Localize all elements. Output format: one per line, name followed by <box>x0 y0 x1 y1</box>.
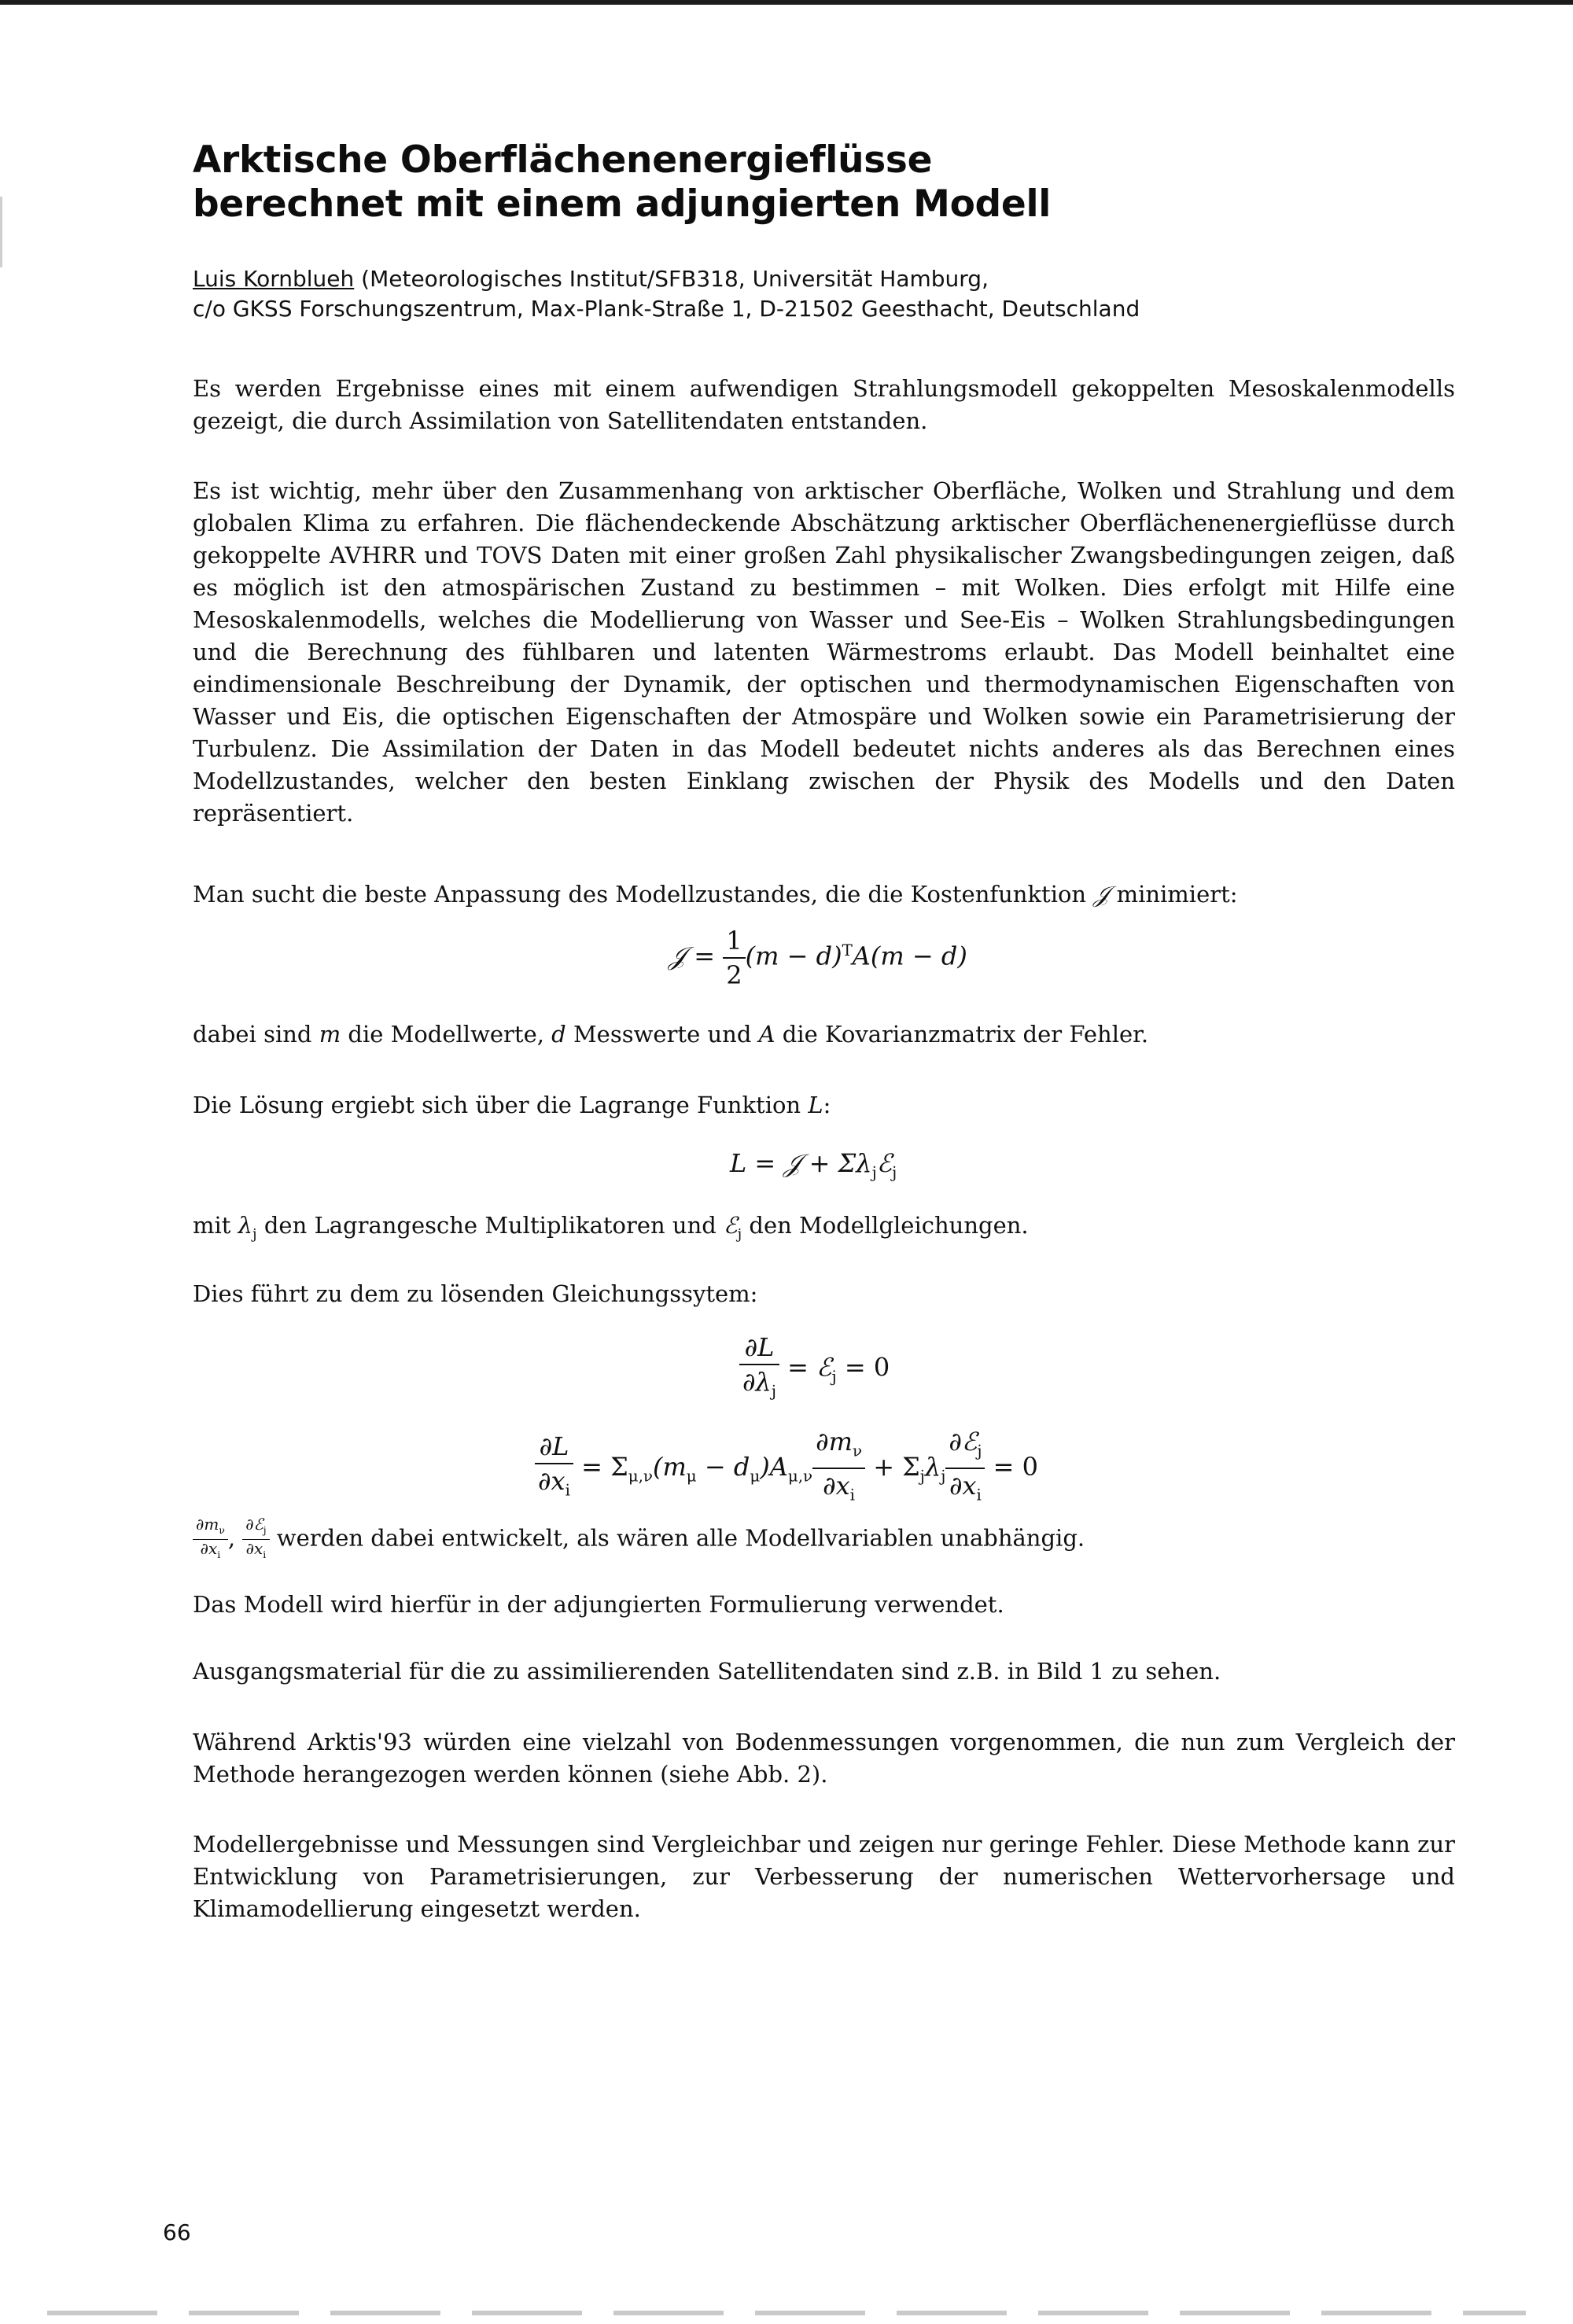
author-block <box>193 264 1140 324</box>
paragraph-source-material: Ausgangsmaterial für die zu assimilierenden Satellitendaten sind z.B. in Bild 1 zu sehen. <box>193 1658 1221 1685</box>
title-line-1: Arktische Oberflächenenergieflüsse <box>193 138 933 182</box>
fraction-dL-dlambda: $\frac{\partial L}{\partial\lambda_j}$ <box>739 1331 779 1408</box>
equation-constraint: $\frac{\partial L}{\partial\lambda_j}$ = ℰ$_j$ = 0 <box>739 1331 890 1408</box>
fraction-dL-dx: $\frac{\partial L}{\partial x_i}$ <box>535 1430 573 1507</box>
inline-fraction-dE-dx: $\frac{\partial ℰ_j}{\partial x_i}$ <box>242 1516 269 1563</box>
equation-lagrange: L = 𝒥 + $\Sigma\lambda_jℰ_j$ <box>730 1148 897 1182</box>
paragraph-cost-function: Man sucht die beste Anpassung des Modellzustandes, die die Kostenfunktion 𝒥 minimiert: <box>193 881 1238 908</box>
affiliation-line-2: c/o GKSS Forschungszentrum, Max-Plank-Straße 1, D-21502 Geesthacht, Deutschland <box>193 296 1140 322</box>
paragraph-intro: Es werden Ergebnisse eines mit einem aufwendigen Strahlungsmodell gekoppelten Mesoskalenmodells gezeigt, die durch Assimilation von Satellitendaten entstanden. <box>193 375 1455 434</box>
title-line-2: berechnet mit einem adjungierten Modell <box>193 182 1052 226</box>
fraction-dm-dx: $\frac{\partial m_\nu}{\partial x_i}$ <box>812 1425 865 1512</box>
equation-gradient: $\frac{\partial L}{\partial x_i}$ = $\Sigma_{\mu,\nu}(m_\mu - d_\mu)A_{\mu,\nu}$ $\frac{\partial m_\nu}{\partial x_i}$ + $\Sigma_j\lambda_j$ $\frac{\partial ℰ_j}{\partial x_i}$ = 0 <box>535 1425 1038 1512</box>
equation-cost-function: 𝒥 = $\frac{1}{2}$ $(m - d)^TA(m - d)$ <box>669 926 967 990</box>
affiliation-line-1: (Meteorologisches Institut/SFB318, Universität Hamburg, <box>354 266 989 292</box>
fraction-dE-dx: $\frac{\partial ℰ_j}{\partial x_i}$ <box>945 1425 985 1512</box>
scan-edge-bottom <box>47 2311 1526 2315</box>
paragraph-system: Dies führt zu dem zu lösenden Gleichungssytem: <box>193 1280 758 1307</box>
paragraph-lagrange: Die Lösung ergiebt sich über die Lagrange Funktion L: <box>193 1092 831 1118</box>
paragraph-adjoint: Das Modell wird hierfür in der adjungierten Formulierung verwendet. <box>193 1591 1004 1618</box>
paragraph-motivation: Es ist wichtig, mehr über den Zusammenhang von arktischer Oberfläche, Wolken und Strahlung und dem globalen Klima zu erfahren. Die flächendeckende Abschätzung arktischer Oberflächenenergieflüsse durch gekoppelte AVHRR und TOVS Daten mit einer großen Zahl physikalischer Zwangsbedingungen zeigen, daß es möglich ist den atmospärischen Zustand zu bestimmen – mit Wolken. Dies erfolgt mit Hilfe eine Mesoskalenmodells, welches die Modellierung von Wasser und See-Eis – Wolken Strahlungsbedingungen und die Berechnung des fühlbaren und latenten Wärmestroms erlaubt. Das Modell beinhaltet eine eindimensionale Beschreibung der Dynamik, der optischen und thermodynamischen Eigenschaften von Wasser und Eis, die optischen Eigenschaften der Atmospäre und Wolken sowie ein Parametrisierung der Turbulenz. Die Assimilation der Daten in das Modell bedeutet nichts anderes als das Berechnen eines Modellzustandes, welcher den besten Einklang zwischen der Physik des Modells und den Daten repräsentiert. <box>193 477 1455 827</box>
paragraph-multipliers: mit $\lambda_j$ den Lagrangesche Multiplikatoren und ℰ$_j$ den Modellgleichungen. <box>193 1212 1029 1243</box>
inline-fraction-dm-dx: $\frac{\partial m_\nu}{\partial x_i}$ <box>193 1516 228 1563</box>
fraction-one-half: $\frac{1}{2}$ <box>723 924 745 992</box>
paragraph-measurements: Während Arktis'93 würden eine vielzahl von Bodenmessungen vorgenommen, die nun zum Vergleich der Methode herangezogen werden können (siehe Abb. 2). <box>193 1729 1455 1788</box>
paragraph-variables: dabei sind m die Modellwerte, d Messwerte und A die Kovarianzmatrix der Fehler. <box>193 1021 1149 1048</box>
author-name: Luis Kornblueh <box>193 266 355 292</box>
scan-edge-top <box>0 0 1573 5</box>
page-title <box>193 138 1051 227</box>
paragraph-conclusion: Modellergebnisse und Messungen sind Vergleichbar und zeigen nur geringe Fehler. Diese Methode kann zur Entwicklung von Parametrisierungen, zur Verbesserung der numerischen Wettervorhersage und Klimamodellierung eingesetzt werden. <box>193 1831 1455 1922</box>
page-number: 66 <box>163 2219 191 2245</box>
paragraph-derivatives: $\frac{\partial m_\nu}{\partial x_i}$ , $\frac{\partial ℰ_j}{\partial x_i}$ werden dabei entwickelt, als wären alle Modellvariablen unabhängig. <box>193 1516 1085 1563</box>
scan-edge-left <box>0 197 2 267</box>
